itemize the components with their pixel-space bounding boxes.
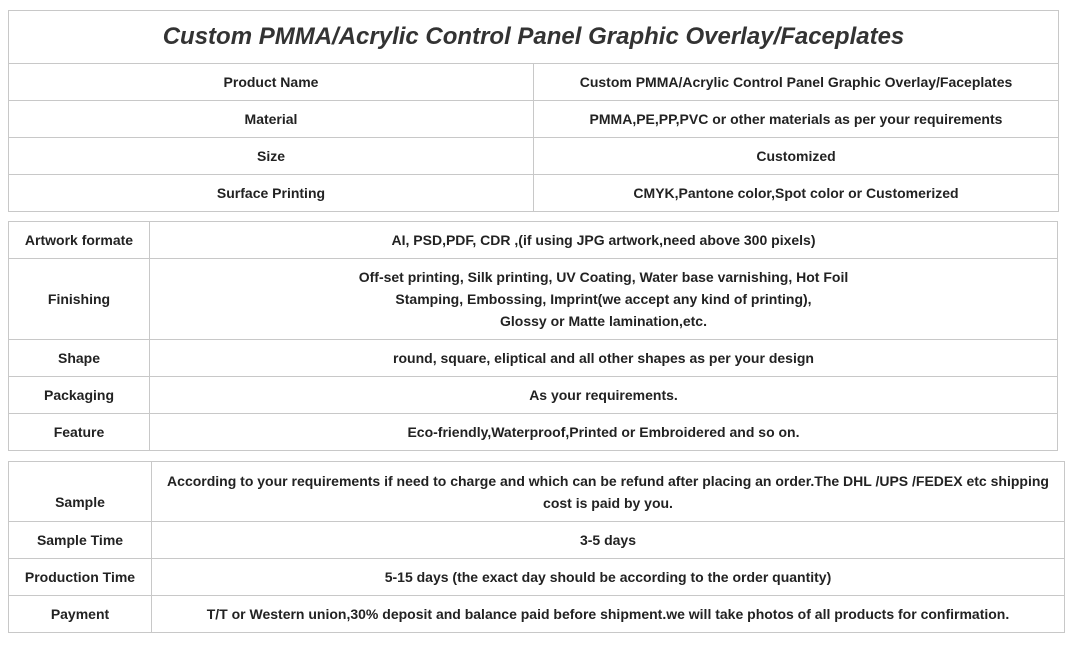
- row-label-artwork: Artwork formate: [9, 222, 150, 259]
- row-label-production-time: Production Time: [9, 559, 152, 596]
- finishing-line: Off-set printing, Silk printing, UV Coating, Water base varnishing, Hot Foil: [358, 269, 849, 285]
- title-row: [9, 11, 1059, 64]
- row-value-sample-time: 3-5 days: [152, 522, 1065, 559]
- order-terms-table: [8, 461, 1065, 633]
- table-row: [9, 138, 1059, 175]
- row-label-finishing: Finishing: [9, 259, 150, 340]
- row-label-feature: Feature: [9, 414, 150, 451]
- table-row: [9, 559, 1065, 596]
- row-value-material: PMMA,PE,PP,PVC or other materials as per your requirements: [534, 101, 1059, 138]
- finishing-line: Stamping, Embossing, Imprint(we accept any kind of printing),: [395, 291, 812, 307]
- sample-line: cost is paid by you.: [543, 494, 673, 511]
- row-label-shape: Shape: [9, 340, 150, 377]
- table-row: [9, 414, 1058, 451]
- row-label-size: Size: [9, 138, 534, 175]
- row-label-material: Material: [9, 101, 534, 138]
- row-label-sample: Sample: [9, 462, 152, 522]
- table-row: [9, 101, 1059, 138]
- row-label-product-name: Product Name: [9, 64, 534, 101]
- sample-line: According to your requirements if need to charge and which can be refund after placing an order.The DHL /UPS /FEDEX etc shipping: [167, 472, 1049, 489]
- row-value-size: Customized: [534, 138, 1059, 175]
- product-spec-table: [8, 10, 1059, 212]
- row-label-payment: Payment: [9, 596, 152, 633]
- artwork-spec-table: [8, 221, 1058, 451]
- row-value-packaging: As your requirements.: [150, 377, 1058, 414]
- table-row: [9, 64, 1059, 101]
- table-row: [9, 175, 1059, 212]
- row-value-sample: [152, 462, 1065, 522]
- row-value-production-time: 5-15 days (the exact day should be according to the order quantity): [152, 559, 1065, 596]
- page-title: Custom PMMA/Acrylic Control Panel Graphic Overlay/Faceplates: [9, 11, 1059, 64]
- row-value-artwork: AI, PSD,PDF, CDR ,(if using JPG artwork,need above 300 pixels): [150, 222, 1058, 259]
- table-row: [9, 596, 1065, 633]
- row-value-product-name: Custom PMMA/Acrylic Control Panel Graphic Overlay/Faceplates: [534, 64, 1059, 101]
- table-row: [9, 340, 1058, 377]
- table-row: [9, 522, 1065, 559]
- table-row: [9, 259, 1058, 340]
- row-value-shape: round, square, eliptical and all other shapes as per your design: [150, 340, 1058, 377]
- row-value-surface-printing: CMYK,Pantone color,Spot color or Customerized: [534, 175, 1059, 212]
- row-value-feature: Eco-friendly,Waterproof,Printed or Embroidered and so on.: [150, 414, 1058, 451]
- finishing-line: Glossy or Matte lamination,etc.: [500, 313, 707, 329]
- row-label-surface-printing: Surface Printing: [9, 175, 534, 212]
- table-row: [9, 462, 1065, 522]
- row-label-sample-time: Sample Time: [9, 522, 152, 559]
- row-label-packaging: Packaging: [9, 377, 150, 414]
- row-value-finishing: [150, 259, 1058, 340]
- table-row: [9, 222, 1058, 259]
- table-row: [9, 377, 1058, 414]
- row-value-payment: T/T or Western union,30% deposit and balance paid before shipment.we will take photos of all products for confirmation.: [152, 596, 1065, 633]
